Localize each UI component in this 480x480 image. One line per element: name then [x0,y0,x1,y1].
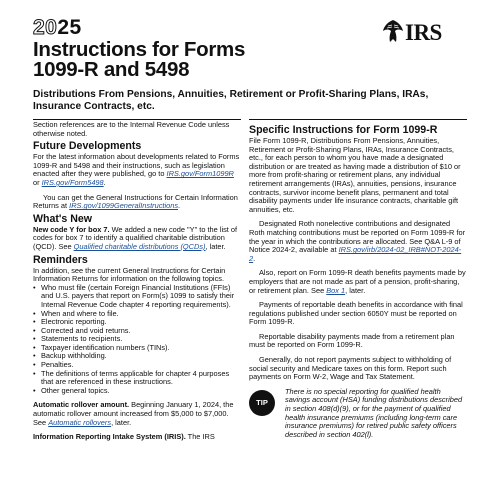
list-item: • The definitions of terms applicable for chapter 4 purposes that are referenced in these instructions. [33,370,241,387]
form-year: 2025 [33,16,82,39]
paragraph-6050y: Payments of reportable death benefits in accordance with final regulations published under section 6050Y must be reported on Form 1099-R. [249,300,463,327]
automatic-rollover-text: Automatic rollover amount. Beginning January 1, 2024, the automatic rollover amount increased from $5,000 to $7,000. See Automatic rollovers, later. [33,400,234,427]
tip-icon: TIP [249,390,275,416]
reminders-text: In addition, see the current General Instructions for Certain Information Returns for information on the following topics. [33,265,226,284]
general-instructions-link[interactable]: IRS.gov/1099GeneralInstructions [69,201,179,211]
future-developments-heading: Future Developments [33,140,142,153]
reminders-heading: Reminders [33,253,88,266]
qcd-link[interactable]: Qualified charitable distributions (QCDs) [73,241,206,251]
paragraph-roth: Designated Roth nonelective contributions and designated Roth matching contributions must be reported on Form 1099-R for the year in which the contributions are allocated. See Q&A L-9 of Notice 2024-2, available at IRS.gov/irb/2024-02_IRB#NOT-2024-2. [249,219,466,263]
box1-link[interactable]: Box 1 [326,285,346,295]
irs-logo [380,18,450,46]
automatic-rollovers-link[interactable]: Automatic rollovers [48,417,112,427]
list-item: • Taxpayer identification numbers (TINs). [33,344,241,353]
paragraph-withholding: Generally, do not report payments subject to withholding of social security and Medicare taxes on this form. Report such payments on Form W-2, Wage and Tax Statement. [249,355,452,382]
list-item: • Penalties. [33,361,241,370]
intro-text: Section references are to the Internal Revenue Code unless otherwise noted. [33,120,230,138]
form1099r-link[interactable]: IRS.gov/Form1099R [166,169,234,179]
paragraph-disability: Reportable disability payments made from a retirement plan must be reported on Form 1099-R. [249,331,455,350]
page-title: Instructions for Forms 1099-R and 5498 [33,38,246,81]
logo-text: IRS [405,20,442,45]
list-item: • Corrected and void returns. [33,327,241,336]
right-column [249,121,467,439]
list-item: • Other general topics. [33,387,241,396]
tip-box [249,388,467,440]
future-developments-text: For the latest information about developments related to Forms 1099-R and 5498 and their instructions, such as legislation enacted after they were published, go to IRS.gov/Form1099R or IRS.gov/Form5498. [33,152,240,187]
tip-text: There is no special reporting for qualified health savings account (HSA) funding distributions described in section 408(d)(9), or for the payment of qualified health insurance premiums (including long-term care insurance premiums) for retired public safety officers described in section 402(l). [285,386,463,439]
list-item: • Statements to recipients. [33,335,241,344]
list-item: • When and where to file. [33,310,241,319]
whats-new-heading: What's New [33,212,93,225]
list-item: • Who must file (certain Foreign Financial Institutions (FFIs) and U.S. payers that report on Form(s) 1099 to satisfy their Internal Revenue Code chapter 4 reporting requirements). [33,284,241,310]
new-code-text: New code Y for box 7. We added a new code "Y" to the list of codes for box 7 to identify a qualified charitable distribution (QCD). See Qualified charitable distributions (QCDs), later. [33,224,238,251]
paragraph-1099r-intro: File Form 1099-R, Distributions From Pensions, Annuities, Retirement or Profit-Sharing Plans, IRAs, Insurance Contracts, etc., for each person to whom you have made a designated distribution or are treated as having made a distribution of $10 or more from profit-sharing or retirement plans, any individual retirement arrangements (IRAs), annuities, pensions, insurance contracts, survivor income benefit plans, permanent and total disability payments under life insurance contracts, charitable gift annuities, etc. [249,136,461,214]
list-item: • Backup withholding. [33,352,241,361]
specific-instructions-heading: Specific Instructions for Form 1099-R [249,124,438,136]
left-column [33,121,241,442]
form5498-link[interactable]: IRS.gov/Form5498 [41,177,104,187]
list-item: • Electronic reporting. [33,318,241,327]
notice-2024-2-link[interactable]: IRS.gov/irb/2024-02_IRB#NOT-2024-2 [249,245,462,263]
paragraph-death-benefits: Also, report on Form 1099-R death benefits payments made by employers that are not made as part of a pension, profit-sharing, or retirement plan. See Box 1, later. [249,268,466,295]
general-instructions-text: You can get the General Instructions for Certain Information Returns at IRS.gov/1099GeneralInstructions. [33,192,238,211]
reminders-list [33,284,241,396]
irs-eagle-icon [380,18,406,44]
page-subtitle: Distributions From Pensions, Annuities, Retirement or Profit-Sharing Plans, IRAs, Insurance Contracts, etc. [33,89,429,112]
iris-text: Information Reporting Intake System (IRIS). The IRS [33,432,215,442]
